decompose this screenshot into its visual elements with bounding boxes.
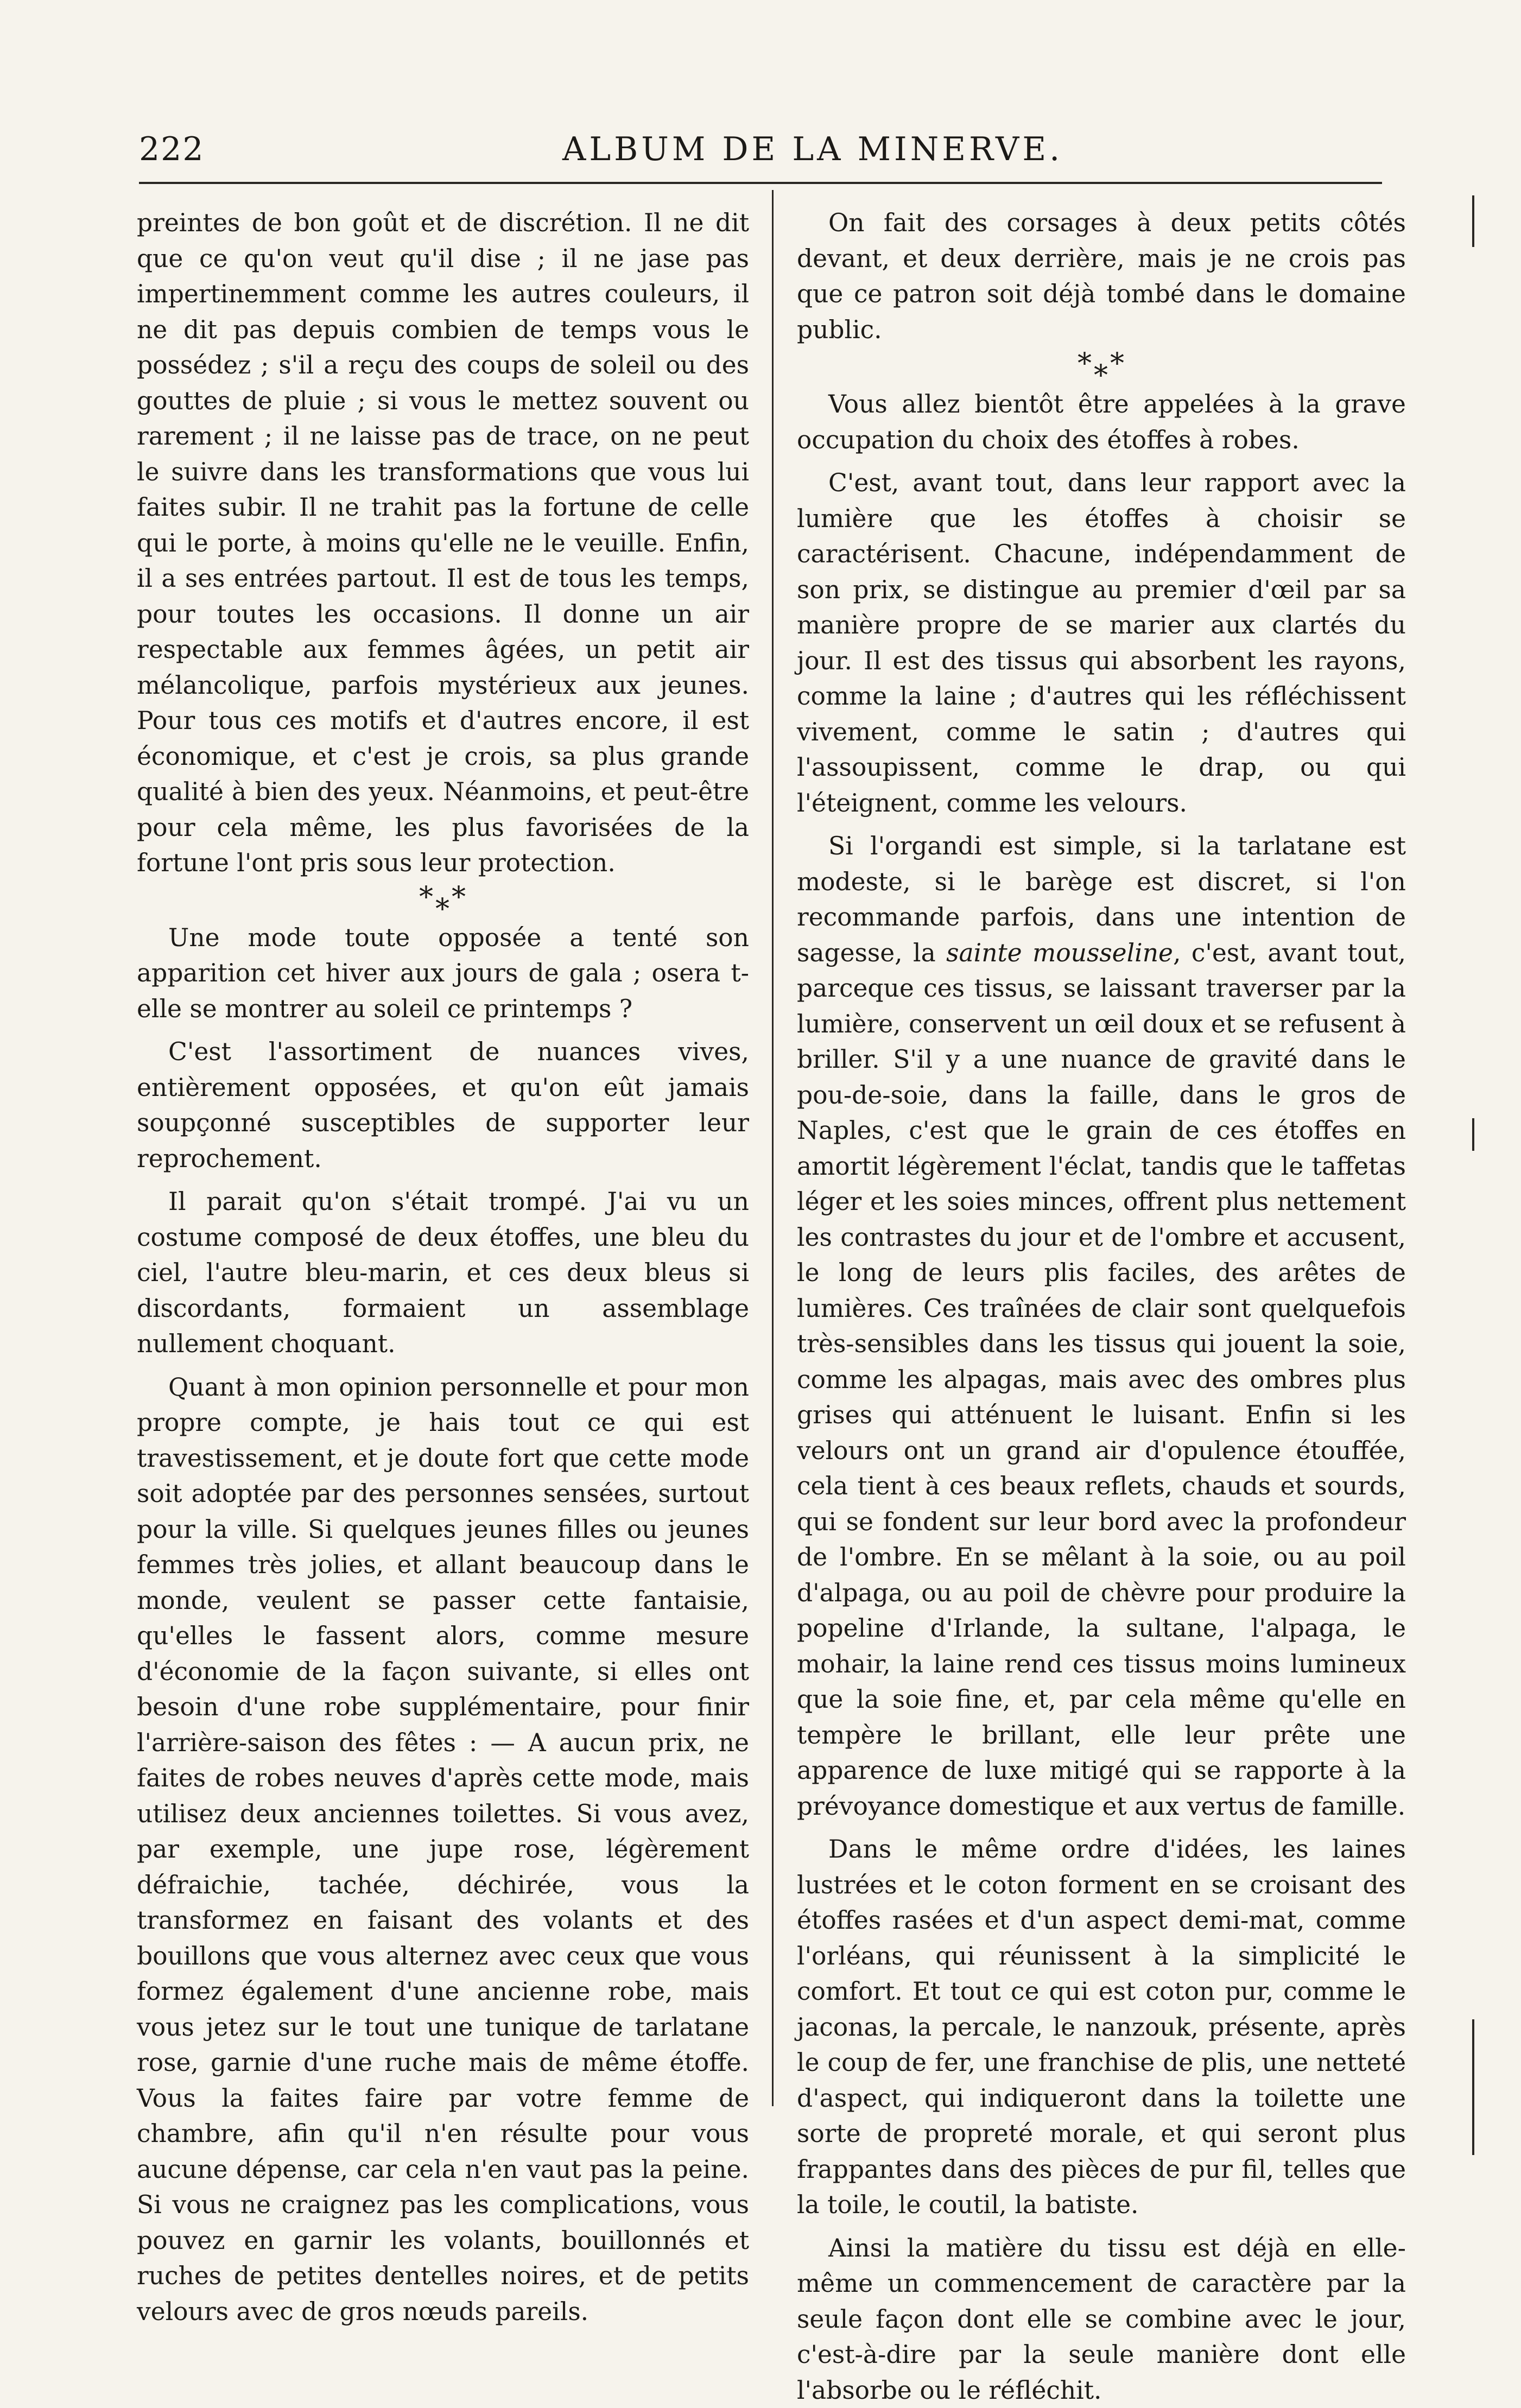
column-divider	[772, 190, 774, 2106]
asterism-divider: * * *	[137, 881, 749, 920]
margin-mark	[1472, 195, 1474, 247]
paragraph-text: , c'est, avant tout, parceque ces tissus, se laissant traverser par la lumière, conservent un œil doux et se refusent à briller. S'il y a une nuance de gravité dans le pou-de-soie, dans la faille, dans le gros de Naples, c'est que le grain de ces étoffes en amortit légèrement l'éclat, tandis que le taffetas léger et les soies minces, offrent plus nettement les contrastes du jour et de l'ombre et accusent, le long de leurs plis faciles, des arêtes de lumières. Ces traînées de clair sont quelquefois très-sensibles dans les tissus qui jouent la soie, comme les alpagas, mais avec des ombres plus grises qui atténuent le luisant. Enfin si les velours ont un grand air d'opulence étouffée, cela tient à ces beaux reflets, chauds et sourds, qui se fondent sur leur bord avec la profondeur de l'ombre. En se mêlant à la soie, ou au poil d'alpaga, ou au poil de chèvre pour produire la popeline d'Irlande, la sultane, l'alpaga, le mohair, la laine rend ces tissus moins lumineux que la soie fine, et, par cela même qu'elle en tempère le brillant, elle leur prête une apparence de luxe mitigé qui se rapporte à la prévoyance domestique et aux vertus de famille.	[797, 939, 1406, 1821]
italic-term: sainte mousseline	[946, 939, 1173, 967]
page-header	[139, 124, 1387, 183]
paragraph: preintes de bon goût et de discrétion. Il ne dit que ce qu'on veut qu'il dise ; il ne jase pas impertinemment comme les autres couleurs, il ne dit pas depuis combien de temps vous le possédez ; s'il a reçu des coups de soleil ou des gouttes de pluie ; si vous le mettez souvent ou rarement ; il ne laisse pas de trace, on ne peut le suivre dans les transformations que vous lui faites subir. Il ne trahit pas la fortune de celle qui le porte, à moins qu'elle ne le veuille. Enfin, il a ses entrées partout. Il est de tous les temps, pour toutes les occasions. Il donne un air respectable aux femmes âgées, un petit air mélancolique, parfois mystérieux aux jeunes. Pour tous ces motifs et d'autres encore, il est économique, et c'est je crois, sa plus grande qualité à bien des yeux. Néanmoins, et peut-être pour cela même, les plus favorisées de la fortune l'ont pris sous leur protection.	[137, 205, 749, 881]
asterism-divider: * * *	[797, 347, 1406, 386]
paragraph: On fait des corsages à deux petits côtés devant, et deux derrière, mais je ne crois pas que ce patron soit déjà tombé dans le domaine public.	[797, 205, 1406, 347]
running-title: ALBUM DE LA MINERVE.	[562, 130, 1063, 168]
paragraph: C'est, avant tout, dans leur rapport avec la lumière que les étoffes à choisir se caractérisent. Chacune, indépendamment de son prix, se distingue au premier d'œil par sa manière propre de se marier aux clartés du jour. Il est des tissus qui absorbent les rayons, comme la laine ; d'autres qui les réfléchissent vivement, comme le satin ; d'autres qui l'assoupissent, comme le drap, ou qui l'éteignent, comme les velours.	[797, 465, 1406, 821]
paragraph: Dans le même ordre d'idées, les laines lustrées et le coton forment en se croisant des étoffes rasées et d'un aspect demi-mat, comme l'orléans, qui réunissent à la simplicité le comfort. Et tout ce qui est coton pur, comme le jaconas, la percale, le nanzouk, présente, après le coup de fer, une franchise de plis, une netteté d'aspect, qui indiqueront dans la toilette une sorte de propreté morale, et qui seront plus frappantes dans des pièces de pur fil, telles que la toile, le coutil, la batiste.	[797, 1832, 1406, 2223]
paragraph: Quant à mon opinion personnelle et pour mon propre compte, je hais tout ce qui est travestissement, et je doute fort que cette mode soit adoptée par des personnes sensées, surtout pour la ville. Si quelques jeunes filles ou jeunes femmes très jolies, et allant beaucoup dans le monde, veulent se passer cette fantaisie, qu'elles le fassent alors, comme mesure d'économie de la façon suivante, si elles ont besoin d'une robe supplémentaire, pour finir l'arrière-saison des fêtes : — A aucun prix, ne faites de robes neuves d'après cette mode, mais utilisez deux anciennes toilettes. Si vous avez, par exemple, une jupe rose, légèrement défraichie, tachée, déchirée, vous la transformez en faisant des volants et des bouillons que vous alternez avec ceux que vous formez également d'une ancienne robe, mais vous jetez sur le tout une tunique de tarlatane rose, garnie d'une ruche mais de même étoffe. Vous la faites faire par votre femme de chambre, afin qu'il n'en résulte pour vous aucune dépense, car cela n'en vaut pas la peine. Si vous ne craignez pas les complications, vous pouvez en garnir les volants, bouillonnés et ruches de petites dentelles noires, et de petits velours avec de gros nœuds pareils.	[137, 1370, 749, 2330]
margin-mark	[1472, 2019, 1474, 2155]
paragraph: Ainsi la matière du tissu est déjà en elle-même un commencement de caractère par la seule façon dont elle se combine avec le jour, c'est-à-dire par la seule manière dont elle l'absorbe ou le réfléchit.	[797, 2230, 1406, 2408]
page-number: 222	[139, 130, 205, 168]
margin-mark	[1472, 1118, 1474, 1151]
paragraph: C'est l'assortiment de nuances vives, entièrement opposées, et qu'on eût jamais soupçonné susceptibles de supporter leur reprochement.	[137, 1034, 749, 1176]
paragraph-text: Si l'organdi est simple, si la tarlatane est modeste, si le barège est discret, si l'on recommande parfois, dans une intention de sagesse, la	[797, 832, 1406, 967]
paragraph	[797, 828, 1406, 1824]
header-rule	[139, 182, 1382, 184]
paragraph: Une mode toute opposée a tenté son apparition cet hiver aux jours de gala ; osera t-elle se montrer au soleil ce printemps ?	[137, 920, 749, 1027]
paragraph: Il parait qu'on s'était trompé. J'ai vu un costume composé de deux étoffes, une bleu du ciel, l'autre bleu-marin, et ces deux bleus si discordants, formaient un assemblage nullement choquant.	[137, 1184, 749, 1362]
paragraph: Vous allez bientôt être appelées à la grave occupation du choix des étoffes à robes.	[797, 386, 1406, 458]
left-column	[137, 205, 749, 2329]
right-column	[797, 205, 1406, 2408]
